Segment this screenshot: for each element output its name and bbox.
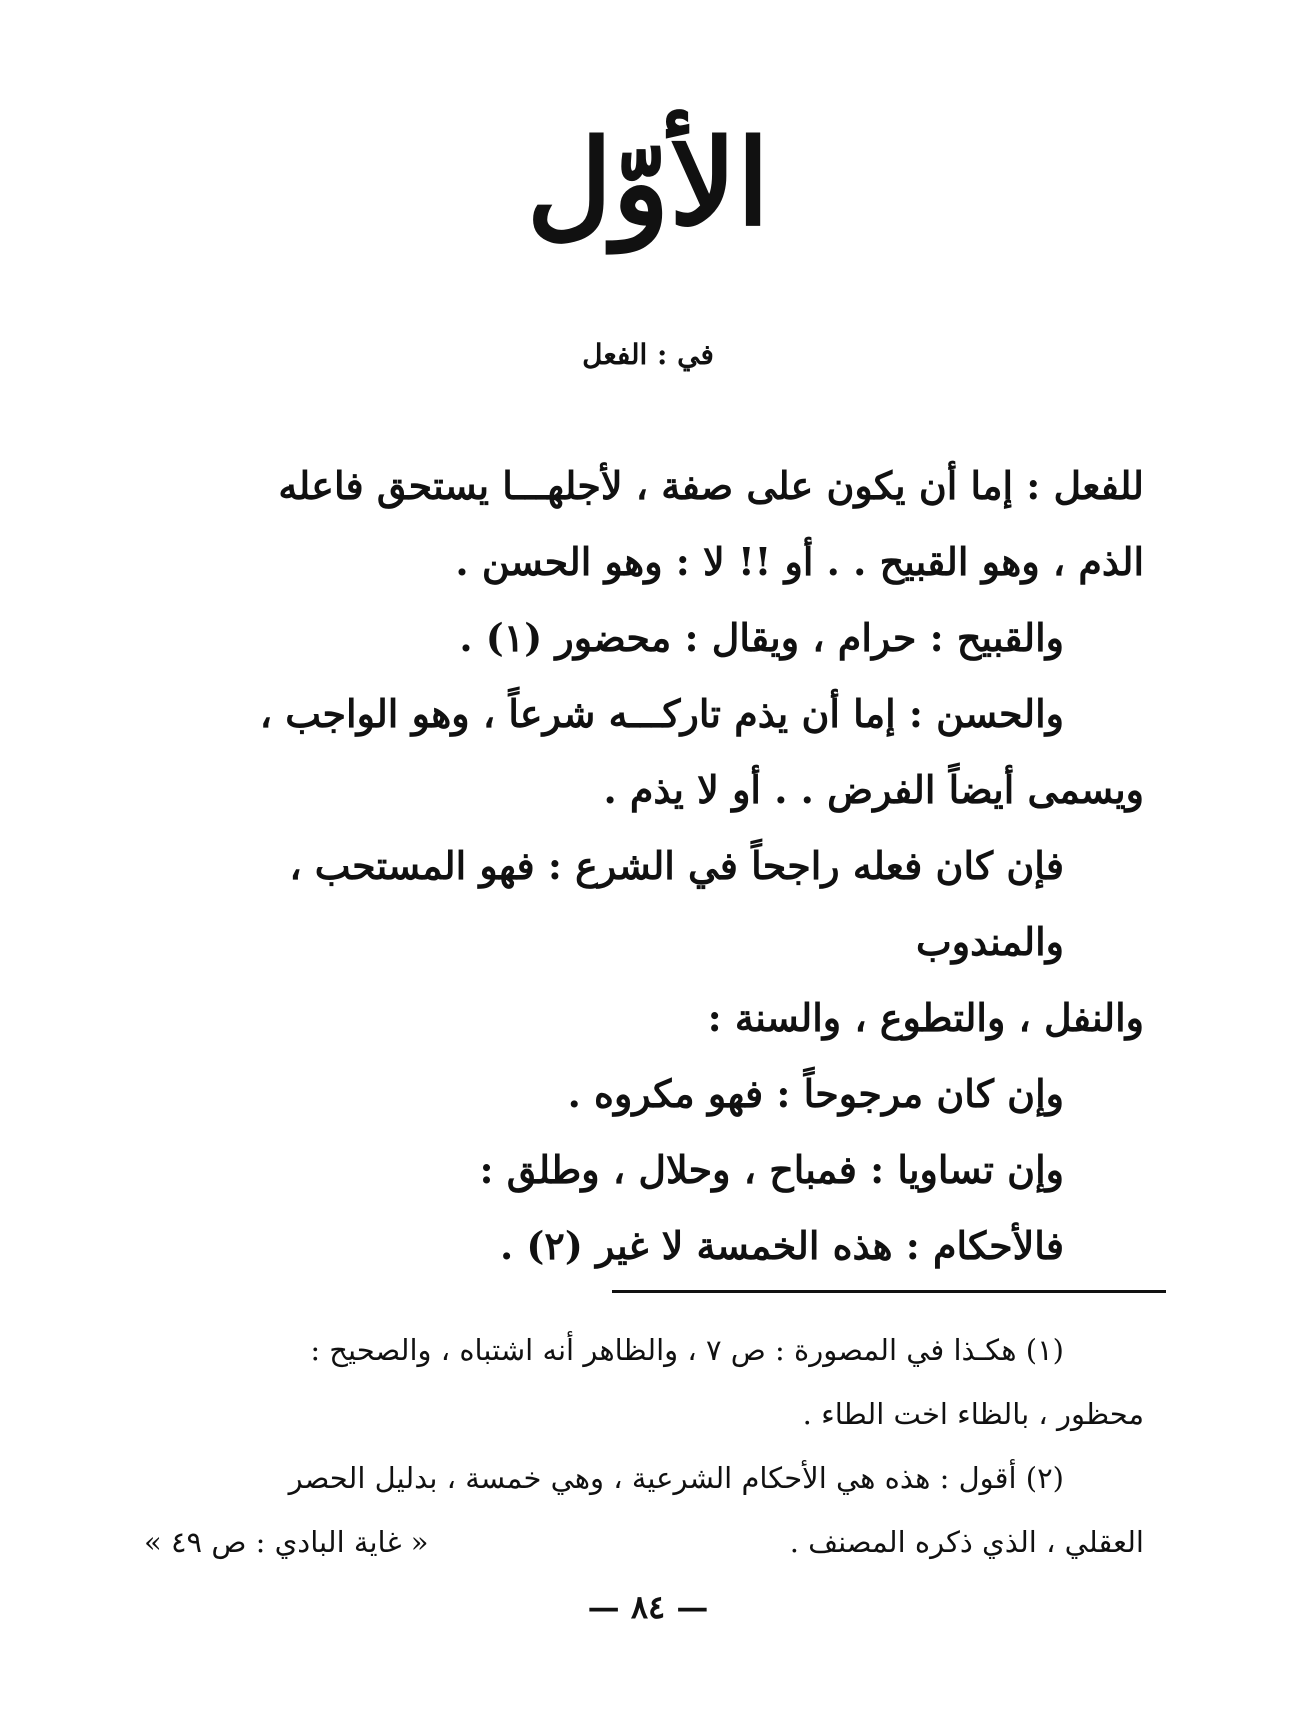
body-line: الذم ، وهو القبيح . . أو !! لا : وهو الحسن . bbox=[455, 539, 1144, 584]
body-line: وإن كان مرجوحاً : فهو مكروه . bbox=[567, 1071, 1064, 1116]
body-line: للفعل : إما أن يكون على صفة ، لأجلهـــا يستحق فاعله bbox=[278, 463, 1144, 508]
page-number: — ٨٤ — bbox=[587, 1588, 709, 1626]
body-line: والنفل ، والتطوع ، والسنة : bbox=[707, 995, 1144, 1040]
footnote-2-line-1: (٢) أقول : هذه هي الأحكام الشرعية ، وهي خمسة ، بدليل الحصر bbox=[288, 1461, 1064, 1495]
body-line: وإن تساويا : فمباح ، وحلال ، وطلق : bbox=[479, 1147, 1064, 1192]
body-line: فإن كان فعله راجحاً في الشرع : فهو المستحب ، والمندوب bbox=[289, 843, 1064, 964]
footnote-2-source: « غاية البادي : ص ٤٩ » bbox=[144, 1525, 429, 1559]
chapter-title: الأوّل bbox=[526, 113, 770, 252]
body-line: فالأحكام : هذه الخمسة لا غير (٢) . bbox=[499, 1223, 1064, 1268]
footnote-1-line-1: (١) هكـذا في المصورة : ص ٧ ، والظاهر أنه اشتباه ، والصحيح : bbox=[310, 1333, 1064, 1367]
main-text bbox=[144, 448, 1144, 1284]
body-line: والقبيح : حرام ، ويقال : محضور (١) . bbox=[459, 615, 1064, 660]
footnote-divider bbox=[612, 1290, 1166, 1293]
body-line: ويسمى أيضاً الفرض . . أو لا يذم . bbox=[603, 767, 1144, 812]
footnote-1-line-2: محظور ، بالظاء اخت الطاء . bbox=[802, 1397, 1144, 1431]
body-line: والحسن : إما أن يذم تاركـــه شرعاً ، وهو الواجب ، bbox=[259, 691, 1064, 736]
section-subtitle: في : الفعل bbox=[582, 338, 714, 371]
footnote-2-line-2: العقلي ، الذي ذكره المصنف . bbox=[789, 1525, 1144, 1559]
footnote-2-line-2-row bbox=[144, 1510, 1144, 1574]
footnotes bbox=[144, 1318, 1144, 1574]
